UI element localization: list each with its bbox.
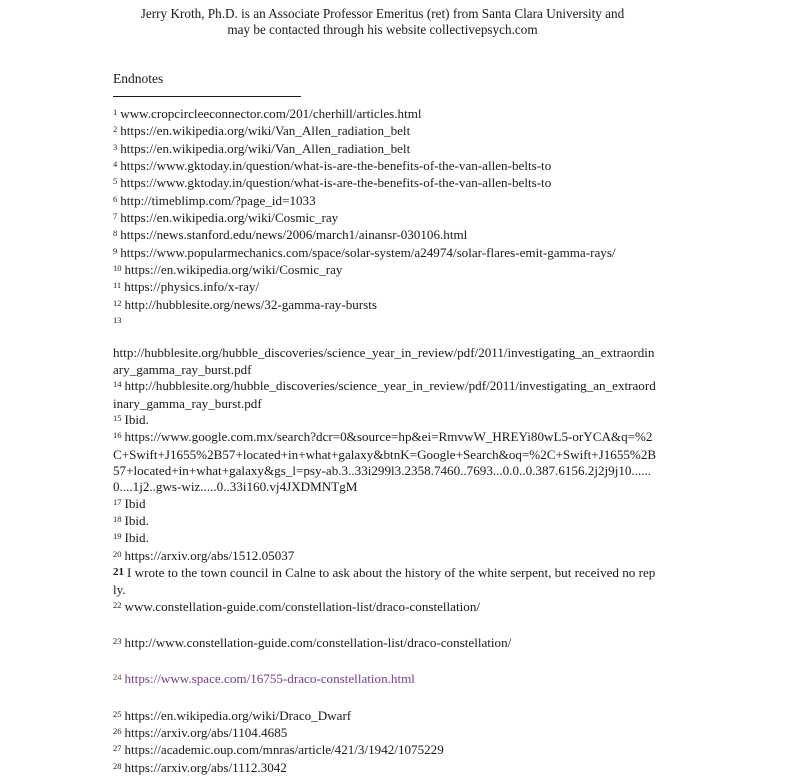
endnote-25 [113, 708, 658, 725]
endnotes-rule [113, 96, 301, 97]
endnote-text: https://www.gktoday.in/question/what-is-are-the-benefits-of-the-van-allen-belts-to [120, 158, 552, 174]
endnote-text: Ibid [124, 495, 146, 511]
endnote-3 [113, 141, 658, 158]
endnote-text: http://timeblimp.com/?page_id=1033 [120, 192, 316, 208]
endnote-14 [113, 378, 658, 412]
endnote-19 [113, 530, 658, 547]
author-bio-line-2: may be contacted through his website collectivepsych.com [227, 22, 538, 37]
endnote-text: https://www.google.com.mx/search?dcr=0&source=hp&ei=RmvwW_HREYi80wL5-orYCA&q=%2C+Swift+J1655%2B57+located+in+what+galaxy&btnK=Google+Search&oq=%2C+Swift+J1655%2B57+located+in+what+galaxy&gs_l=psy-ab.3..33i299l3.2358.7460..7693...0.0..0.387.6156.2j2j9j10......0....1j2..gws-wiz.....0..33i160.vj4JXDMNTgM [113, 429, 657, 495]
endnote-text: https://arxiv.org/abs/1112.3042 [124, 759, 287, 775]
endnote-text: www.constellation-guide.com/constellation-list/draco-constellation/ [124, 598, 480, 614]
endnote-number: 23 [113, 635, 122, 646]
endnote-15 [113, 412, 658, 429]
endnote-number: 17 [113, 496, 122, 507]
endnote-number: 22 [113, 599, 122, 610]
endnote-number: 13 [113, 315, 122, 326]
endnotes-list [113, 106, 658, 777]
endnote-18 [113, 513, 658, 530]
endnote-text: https://en.wikipedia.org/wiki/Van_Allen_radiation_belt [120, 123, 411, 139]
endnote-text: www.cropcircleeconnector.com/201/cherhill/articles.html [120, 106, 422, 121]
endnote-number: 28 [113, 760, 122, 771]
endnote-5 [113, 175, 658, 192]
endnote-13 [113, 314, 658, 378]
endnote-4 [113, 158, 658, 175]
endnote-20 [113, 548, 658, 565]
endnote-text: https://www.popularmechanics.com/space/solar-system/a24974/solar-flares-emit-gamma-rays/ [120, 244, 616, 260]
endnote-24 [113, 671, 658, 688]
endnote-10 [113, 262, 658, 279]
endnote-number: 7 [113, 211, 118, 222]
endnote-number: 4 [113, 159, 118, 170]
author-bio-line-1: Jerry Kroth, Ph.D. is an Associate Professor Emeritus (ret) from Santa Clara University and [140, 6, 625, 21]
endnote-28 [113, 760, 658, 777]
endnote-26 [113, 725, 658, 742]
endnote-link[interactable]: https://www.space.com/16755-draco-constellation.html [124, 671, 415, 687]
endnote-number: 14 [113, 379, 122, 390]
endnote-12 [113, 297, 658, 314]
endnote-7 [113, 210, 658, 227]
endnote-number: 12 [113, 297, 122, 308]
endnote-text: http://hubblesite.org/hubble_discoveries/science_year_in_review/pdf/2011/investigating_an_extraordinary_gamma_ray_burst.pdf [113, 345, 655, 377]
endnote-number: 26 [113, 726, 122, 736]
endnote-text: https://en.wikipedia.org/wiki/Cosmic_ray [124, 262, 343, 278]
author-bio [100, 6, 665, 38]
endnote-1 [113, 106, 658, 123]
endnote-text: https://arxiv.org/abs/1512.05037 [124, 547, 295, 563]
endnote-16 [113, 429, 658, 495]
endnote-text: I wrote to the town council in Calne to ask about the history of the white serpent, but received no reply. [113, 564, 656, 598]
endnote-number: 8 [113, 228, 118, 239]
endnote-11 [113, 279, 658, 296]
endnote-text: Ibid. [124, 411, 149, 427]
endnote-text: https://news.stanford.edu/news/2006/march1/ainansr-030106.html [120, 227, 468, 243]
endnote-2 [113, 123, 658, 140]
endnote-number: 6 [113, 193, 118, 204]
endnote-17 [113, 496, 658, 513]
endnote-text: https://www.gktoday.in/question/what-is-are-the-benefits-of-the-van-allen-belts-to [120, 175, 552, 191]
endnote-number: 25 [113, 708, 122, 719]
endnote-number: 3 [113, 141, 118, 152]
endnote-text: https://en.wikipedia.org/wiki/Draco_Dwarf [124, 707, 352, 723]
endnote-number: 9 [113, 245, 118, 256]
endnote-number: 2 [113, 124, 118, 135]
endnote-text: Ibid. [124, 512, 149, 528]
endnote-number: 11 [113, 280, 122, 291]
endnote-22 [113, 599, 658, 616]
endnote-8 [113, 227, 658, 244]
endnote-6 [113, 193, 658, 210]
endnote-text: http://hubblesite.org/hubble_discoveries/science_year_in_review/pdf/2011/investigating_an_extraordinary_gamma_ray_burst.pdf [113, 378, 656, 411]
endnote-number: 15 [113, 412, 122, 423]
endnote-number: 18 [113, 513, 122, 524]
endnote-number: 24 [113, 672, 122, 683]
endnote-number: 1 [113, 107, 118, 117]
endnote-text: http://www.constellation-guide.com/constellation-list/draco-constellation/ [124, 634, 512, 650]
endnote-number: 5 [113, 176, 118, 187]
endnote-number: 16 [113, 430, 122, 441]
endnotes-heading: Endnotes [113, 71, 164, 86]
endnote-27 [113, 742, 658, 759]
endnote-number: 21 [113, 565, 124, 578]
endnote-21 [113, 565, 658, 599]
endnote-number: 20 [113, 548, 122, 559]
endnote-text: http://hubblesite.org/news/32-gamma-ray-bursts [124, 296, 377, 312]
endnote-number: 27 [113, 743, 122, 754]
endnote-text: Ibid. [124, 530, 149, 546]
endnote-number: 19 [113, 531, 122, 542]
endnote-text: https://academic.oup.com/mnras/article/421/3/1942/1075229 [124, 742, 444, 758]
endnote-9 [113, 245, 658, 262]
endnote-text: https://en.wikipedia.org/wiki/Cosmic_ray [120, 210, 339, 226]
endnote-text: https://physics.info/x-ray/ [124, 279, 260, 295]
endnote-23 [113, 635, 658, 652]
endnote-text: https://arxiv.org/abs/1104.4685 [124, 725, 288, 740]
endnote-number: 10 [113, 263, 122, 274]
endnote-text: https://en.wikipedia.org/wiki/Van_Allen_radiation_belt [120, 140, 411, 156]
